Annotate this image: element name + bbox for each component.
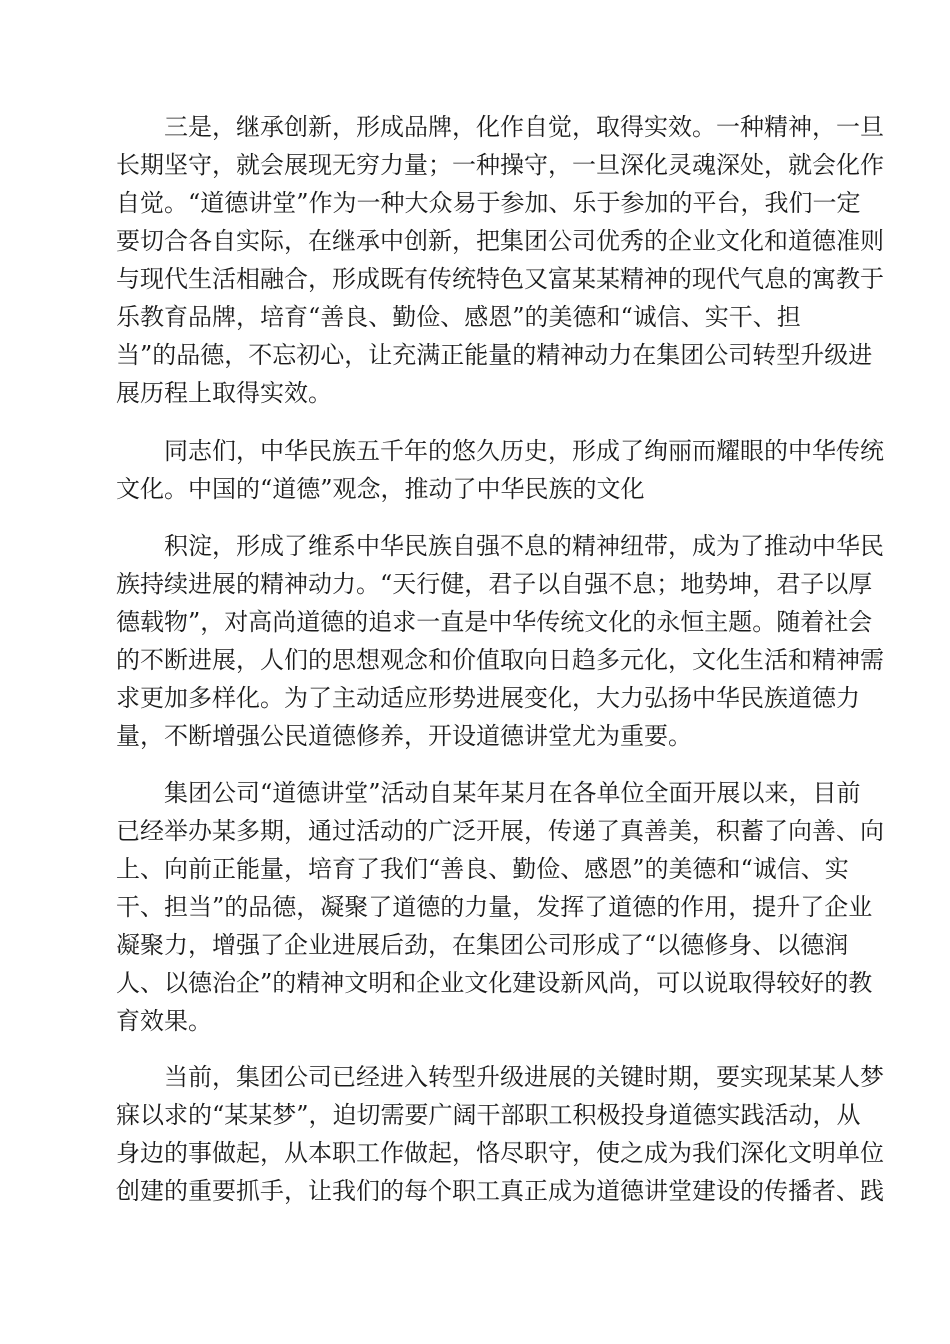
text-line: 与现代生活相融合，形成既有传统特色又富某某精神的现代气息的寓教于 [116,265,884,293]
text-line: 集团公司“道德讲堂”活动自某年某月在各单位全面开展以来，目前 [116,779,861,807]
text-line: 育效果。 [116,1007,212,1035]
paragraph-innovation [116,108,884,412]
text-line: 文化。中国的“道德”观念，推动了中华民族的文化 [116,475,645,503]
text-line: 的不断进展，人们的思想观念和价值取向日趋多元化，文化生活和精神需 [116,646,884,674]
text-line: 干、担当”的品德，凝聚了道德的力量，发挥了道德的作用，提升了企业 [116,893,873,921]
text-line: 要切合各自实际，在继承中创新，把集团公司优秀的企业文化和道德准则 [116,227,884,255]
text-line: 身边的事做起，从本职工作做起，恪尽职守，使之成为我们深化文明单位 [116,1139,884,1167]
text-line: 寐以求的“某某梦”，迫切需要广阔干部职工积极投身道德实践活动，从 [116,1101,861,1129]
text-line: 同志们，中华民族五千年的悠久历史，形成了绚丽而耀眼的中华传统 [116,437,884,465]
text-line: 人、以德治企”的精神文明和企业文化建设新风尚，可以说取得较好的教 [116,969,873,997]
text-line: 乐教育品牌，培育“善良、勤俭、感恩”的美德和“诚信、实干、担 [116,303,801,331]
text-line: 已经举办某多期，通过活动的广泛开展，传递了真善美，积蓄了向善、向 [116,817,884,845]
text-line: 展历程上取得实效。 [116,379,332,407]
text-line: 求更加多样化。为了主动适应形势进展变化，大力弘扬中华民族道德力 [116,684,860,712]
paragraph-activity [116,774,884,1040]
paragraph-accumulation [116,527,884,755]
text-line: 凝聚力，增强了企业进展后劲，在集团公司形成了“以德修身、以德润 [116,931,849,959]
paragraph-history [116,432,884,508]
text-line: 上、向前正能量，培育了我们“善良、勤俭、感恩”的美德和“诚信、实 [116,855,849,883]
paragraph-current [116,1058,884,1210]
text-line: 自觉。“道德讲堂”作为一种大众易于参加、乐于参加的平台，我们一定 [116,189,861,217]
text-line: 德载物”，对高尚道德的追求一直是中华传统文化的永恒主题。随着社会 [116,608,873,636]
text-line: 当”的品德，不忘初心，让充满正能量的精神动力在集团公司转型升级进 [116,341,873,369]
text-line: 族持续进展的精神动力。“天行健，君子以自强不息；地势坤，君子以厚 [116,570,873,598]
text-line: 三是，继承创新，形成品牌，化作自觉，取得实效。一种精神，一旦 [116,113,884,141]
text-line: 当前，集团公司已经进入转型升级进展的关键时期，要实现某某人梦 [116,1063,884,1091]
text-line: 长期坚守，就会展现无穷力量；一种操守，一旦深化灵魂深处，就会化作 [116,151,884,179]
text-line: 创建的重要抓手，让我们的每个职工真正成为道德讲堂建设的传播者、践 [116,1177,884,1205]
text-line: 量，不断增强公民道德修养，开设道德讲堂尤为重要。 [116,722,692,750]
text-line: 积淀，形成了维系中华民族自强不息的精神纽带，成为了推动中华民 [116,532,884,560]
